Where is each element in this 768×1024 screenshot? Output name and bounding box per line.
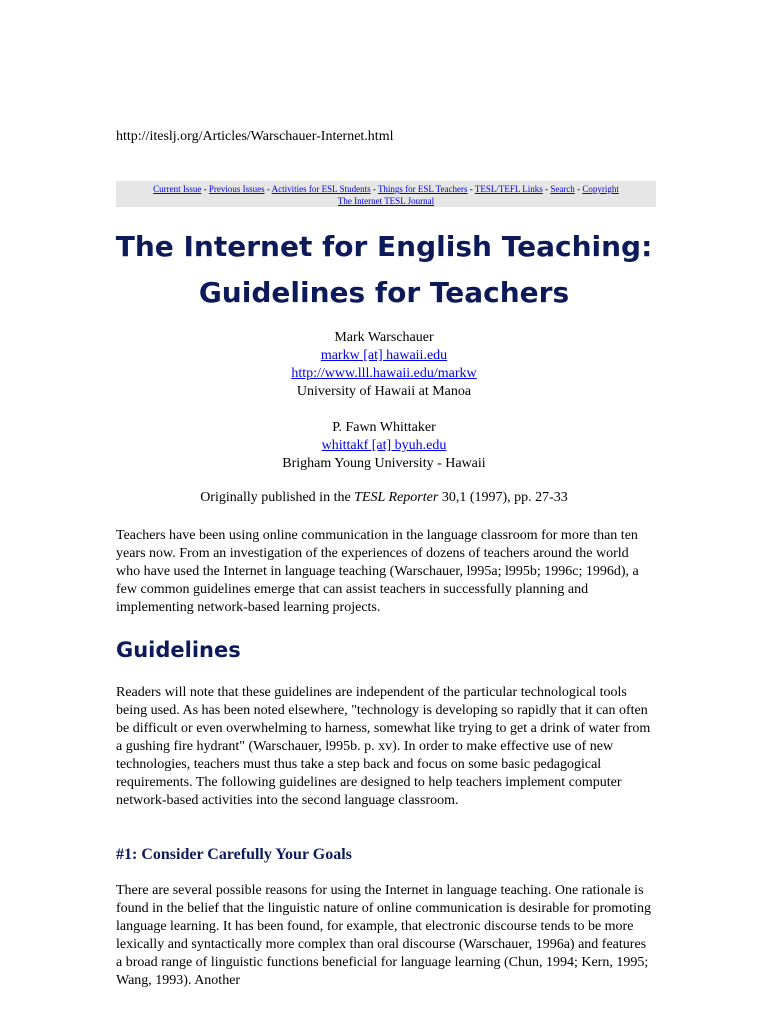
- publication-note: [116, 489, 652, 507]
- guidelines-heading: Guidelines: [116, 638, 241, 662]
- nav-separator: -: [574, 184, 583, 194]
- nav-separator: -: [264, 184, 272, 194]
- author2-affiliation: Brigham Young University - Hawaii: [282, 456, 486, 471]
- author1-website-link[interactable]: http://www.lll.hawaii.edu/markw: [291, 366, 477, 381]
- publication-journal: TESL Reporter: [354, 490, 439, 505]
- nav-separator: -: [370, 184, 378, 194]
- nav-link-tesl-tefl-links[interactable]: TESL/TEFL Links: [474, 184, 543, 194]
- nav-link-copyright[interactable]: Copyright: [582, 184, 619, 194]
- nav-link-current-issue[interactable]: Current Issue: [153, 184, 202, 194]
- nav-link-activities-for-esl-students[interactable]: Activities for ESL Students: [271, 184, 371, 194]
- nav-link-journal-home[interactable]: The Internet TESL Journal: [337, 196, 435, 206]
- nav-separator: -: [201, 184, 209, 194]
- nav-link-search[interactable]: Search: [550, 184, 575, 194]
- nav-bar: [116, 181, 656, 207]
- nav-link-previous-issues[interactable]: Previous Issues: [208, 184, 265, 194]
- author-spacer: [116, 401, 652, 419]
- guidelines-paragraph: Readers will note that these guidelines are independent of the particular technological tools being used. As has been noted elsewhere, "technology is developing so rapidly that it can often be difficult or even overwhelming to harness, somewhat like trying to get a drink of water from a gushing fire hydrant" (Warschauer, l995b. p. xv). In order to make effective use of new technologies, teachers must thus take a step back and focus on some basic pedagogical requirements. The following guidelines are designed to help teachers implement computer network-based activities into the second language classroom.: [116, 685, 651, 808]
- article-title-line1: The Internet for English Teaching:: [115, 230, 653, 263]
- publication-suffix: 30,1 (1997), pp. 27-33: [438, 490, 568, 505]
- goal1-paragraph: There are several possible reasons for using the Internet in language teaching. One rationale is found in the belief that the linguistic nature of online communication is desirable for promoting language learning. It has been found, for example, that electronic discourse tends to be more lexically and syntactically more complex than oral discourse (Warschauer, 1996a) and features a broad range of linguistic functions beneficial for language learning (Chun, 1994; Kern, 1995; Wang, 1993). Another: [116, 883, 651, 988]
- nav-separator: -: [542, 184, 551, 194]
- author2-email-link[interactable]: whittakf [at] byuh.edu: [321, 438, 447, 453]
- nav-journal-row: [116, 195, 656, 207]
- author1-email-link[interactable]: markw [at] hawaii.edu: [320, 348, 448, 363]
- author1-name: Mark Warschauer: [334, 330, 434, 345]
- nav-links-row: [116, 181, 656, 195]
- publication-prefix: Originally published in the: [200, 490, 355, 505]
- article-title-line2: Guidelines for Teachers: [198, 276, 570, 309]
- author1-affiliation: University of Hawaii at Manoa: [296, 384, 472, 399]
- nav-link-things-for-esl-teachers[interactable]: Things for ESL Teachers: [377, 184, 468, 194]
- goal1-heading: #1: Consider Carefully Your Goals: [116, 846, 352, 863]
- nav-separator: -: [467, 184, 475, 194]
- author-block: [116, 329, 652, 473]
- intro-paragraph: Teachers have been using online communication in the language classroom for more than ten years now. From an investigation of the experiences of dozens of teachers around the world who have used the Internet in language teaching (Warschauer, l995a; l995b; 1996c; 1996d), a few common guidelines emerge that can assist teachers in successfully planning and implementing network-based learning projects.: [116, 528, 639, 615]
- page-url: http://iteslj.org/Articles/Warschauer-Internet.html: [116, 129, 394, 144]
- article-title: [96, 224, 672, 316]
- author2-name: P. Fawn Whittaker: [332, 420, 436, 435]
